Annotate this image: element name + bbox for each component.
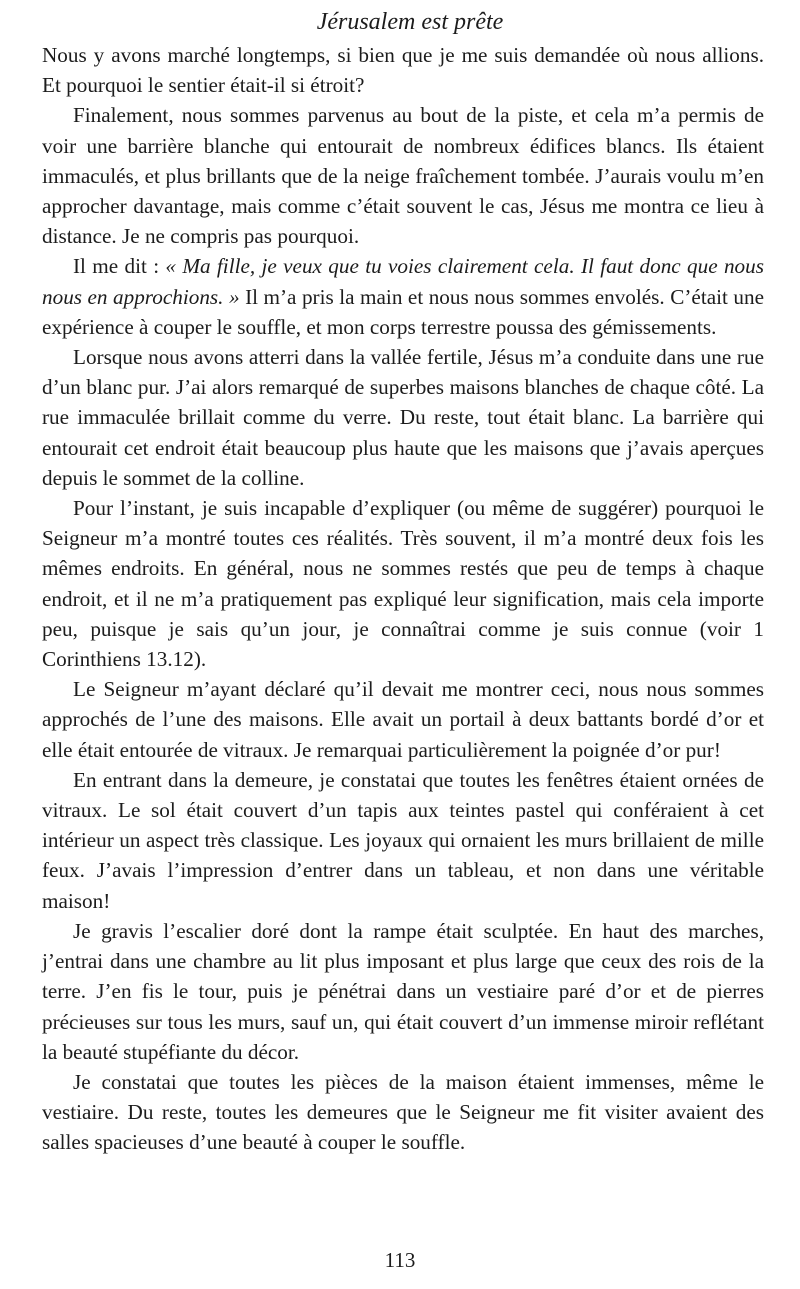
paragraph: Je gravis l’escalier doré dont la rampe était sculptée. En haut des marches, j’entrai dans une chambre au lit plus imposant et plus large que ceux des rois de la terre. J’en fis le tour, puis je pénétrai dans un vestiaire paré d’or et de pierres précieuses sur tous les murs, sauf un, qui était couvert d’un immense miroir reflétant la beauté stupéfiante du décor. — [42, 918, 764, 1064]
page-number: 113 — [384, 1248, 416, 1272]
paragraph: Lorsque nous avons atterri dans la vallée fertile, Jésus m’a conduite dans une rue d’un blanc pur. J’ai alors remarqué de superbes maisons blanches de chaque côté. La rue immaculée brillait comme du verre. Du reste, tout était blanc. La barrière qui entourait cet endroit était beaucoup plus haute que les maisons que j’avais aperçues depuis le sommet de la colline. — [42, 345, 764, 490]
quotation: « Ma fille, je veux que tu voies clairement cela. Il faut donc que nous nous en approchions. » — [42, 254, 764, 309]
paragraph: Finalement, nous sommes parvenus au bout de la piste, et cela m’a permis de voir une barrière blanche qui entourait de nombreux édifices blancs. Ils étaient immaculés, et plus brillants que de la neige fraîchement tombée. J’aurais voulu m’en approcher davantage, mais comme c’était souvent le cas, Jésus me montra ce lieu à distance. Je ne compris pas pourquoi. — [42, 103, 764, 249]
paragraph: Je constatai que toutes les pièces de la maison étaient immenses, même le vestiaire. Du reste, toutes les demeures que le Seigneur me fit visiter avaient des salles spacieuses d’une beauté à couper le souffle. — [42, 1069, 764, 1155]
paragraph-lead: Il me dit : — [73, 254, 166, 279]
body-text — [42, 40, 764, 1158]
paragraph: En entrant dans la demeure, je constatai que toutes les fenêtres étaient ornées de vitraux. Le sol était couvert d’un tapis aux teintes pastel qui conféraient à cet intérieur un aspect très classique. Les joyaux qui ornaient les murs brillaient de mille feux. J’avais l’impression d’entrer dans un tableau, et non dans une véritable maison! — [42, 767, 764, 913]
book-page — [42, 0, 764, 1158]
paragraph: Le Seigneur m’ayant déclaré qu’il devait me montrer ceci, nous nous sommes approchés de l’une des maisons. Elle avait un portail à deux battants bordé d’or et elle était entourée de vitraux. Je remarquai particulièrement la poignée d’or pur! — [42, 677, 764, 762]
paragraph — [42, 251, 764, 342]
running-head: Jérusalem est prête — [316, 9, 504, 35]
paragraph-rest: Il m’a pris la main et nous nous sommes envolés. C’était une expérience à couper le souffle, et mon corps terrestre poussa des gémissements. — [42, 284, 764, 339]
paragraph: Pour l’instant, je suis incapable d’expliquer (ou même de suggérer) pourquoi le Seigneur m’a montré toutes ces réalités. Très souvent, il m’a montré deux fois les mêmes endroits. En général, nous ne sommes restés que peu de temps à chaque endroit, et il ne m’a pratiquement pas expliqué leur signification, mais cela importe peu, puisque je sais qu’un jour, je connaîtrai comme je suis connue (voir 1 Corinthiens 13.12). — [42, 496, 764, 672]
paragraph: Nous y avons marché longtemps, si bien que je me suis demandée où nous allions. Et pourquoi le sentier était-il si étroit? — [42, 43, 764, 98]
